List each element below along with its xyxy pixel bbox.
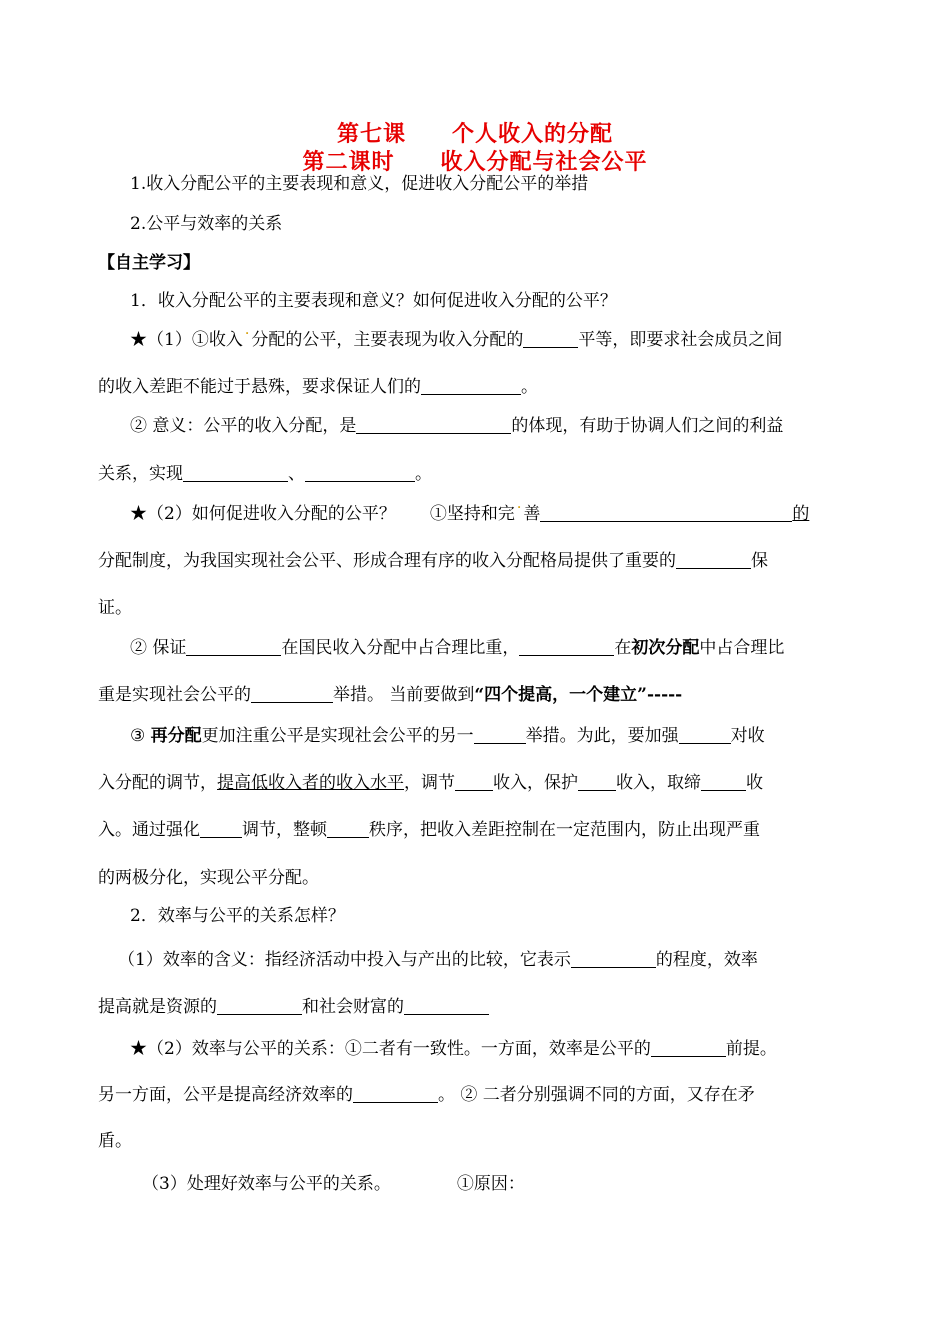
q2-p1-line1: （1）效率的含义：指经济活动中投入与产出的比较，它表示 的程度，效率	[118, 950, 758, 970]
blank	[404, 996, 489, 1015]
objective-1: 1.收入分配公平的主要表现和意义，促进收入分配公平的举措	[130, 174, 589, 194]
blank	[578, 772, 616, 791]
q1-p1-line1: ★（1）①收入˙分配的公平，主要表现为收入分配的 平等，即要求社会成员之间	[130, 330, 783, 350]
q2-p2-line2: 另一方面，公平是提高经济效率的 。 ② 二者分别强调不同的方面，又存在矛	[98, 1085, 755, 1105]
q1-p4-line2: 重是实现社会公平的 举措。 当前要做到“四个提高，一个建立”-----	[98, 685, 683, 705]
q1-p3-line2: 分配制度，为我国实现社会公平、形成合理有序的收入分配格局提供了重要的 保	[98, 551, 768, 571]
blank	[455, 772, 493, 791]
q1-p5-line3: 入。通过强化 调节，整顿 秩序，把收入差距控制在一定范围内，防止出现严重	[98, 820, 760, 840]
objective-2: 2.公平与效率的关系	[130, 214, 283, 234]
blank	[651, 1038, 726, 1057]
blank	[305, 463, 415, 482]
q1-p2-line1: ② 意义：公平的收入分配，是 的体现，有助于协调人们之间的利益	[130, 416, 784, 436]
q1-p5-line4: 的两极分化，实现公平分配。	[98, 868, 319, 888]
blank	[183, 463, 288, 482]
blank	[474, 725, 526, 744]
blank	[327, 819, 369, 838]
blank	[421, 376, 521, 395]
blank	[217, 996, 302, 1015]
q1-p4-line1: ② 保证 在国民收入分配中占合理比重， 在初次分配中占合理比	[130, 638, 785, 658]
q2-p2-line1: ★（2）效率与公平的关系：①二者有一致性。一方面，效率是公平的 前提。	[130, 1039, 777, 1059]
lesson-subtitle: 第二课时 收入分配与社会公平	[302, 150, 648, 175]
q1-p2-line2: 关系，实现 、 。	[98, 464, 432, 484]
mark-dot: ˙	[514, 504, 524, 524]
blank	[701, 772, 746, 791]
blank	[353, 1084, 438, 1103]
blank	[200, 819, 242, 838]
blank	[251, 684, 333, 703]
blank	[540, 503, 792, 522]
question-1: 1．收入分配公平的主要表现和意义？如何促进收入分配的公平？	[130, 291, 617, 311]
blank	[519, 637, 614, 656]
blank	[676, 550, 751, 569]
q1-p1-line2: 的收入差距不能过于悬殊，要求保证人们的 。	[98, 377, 538, 397]
q1-p5-line2: 入分配的调节，提高低收入者的收入水平，调节 收入，保护 收入，取缔 收	[98, 773, 763, 793]
q2-p2-line3: 盾。	[98, 1131, 132, 1151]
question-2: 2．效率与公平的关系怎样？	[130, 906, 345, 926]
section-header: 【自主学习】	[98, 253, 200, 273]
blank	[571, 949, 656, 968]
mark-dot: ˙	[242, 330, 252, 350]
q2-p3-line1: （3）处理好效率与公平的关系。 ①原因：	[142, 1174, 525, 1194]
blank	[679, 725, 731, 744]
blank	[523, 329, 578, 348]
q2-p1-line2: 提高就是资源的 和社会财富的	[98, 995, 858, 1019]
blank	[186, 637, 281, 656]
q1-p5-line1: ③ 再分配更加注重公平是实现社会公平的另一 举措。为此，要加强 对收	[130, 726, 765, 746]
blank	[356, 415, 511, 434]
q1-p3-line3: 证。	[98, 598, 132, 618]
q1-p3-line1: ★（2）如何促进收入分配的公平？ ①坚持和完˙善 的	[130, 504, 810, 524]
lesson-title: 第七课 个人收入的分配	[336, 122, 613, 147]
